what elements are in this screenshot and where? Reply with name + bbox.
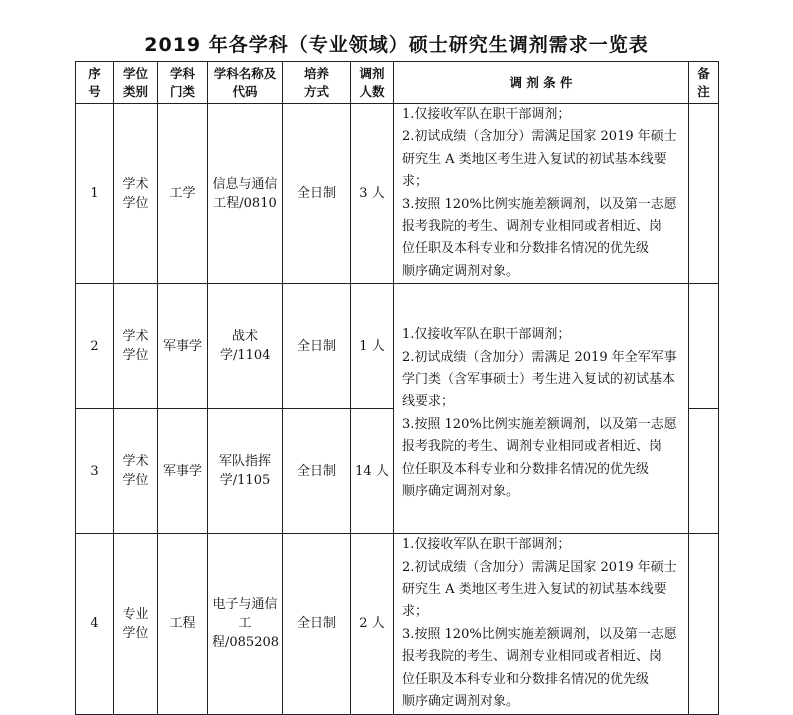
- row-quota: 14 人: [351, 409, 394, 534]
- row-remarks: [689, 409, 719, 534]
- header-subject: 学科名称及代码: [208, 62, 283, 104]
- header-study-mode: 培养方式: [283, 62, 351, 104]
- row-study-mode: 全日制: [283, 534, 351, 714]
- row-study-mode: 全日制: [283, 104, 351, 284]
- header-discipline: 学科门类: [158, 62, 208, 104]
- row-discipline: 军事学: [158, 409, 208, 534]
- header-quota: 调剂人数: [351, 62, 394, 104]
- row-quota: 3 人: [351, 104, 394, 284]
- row-degree-type: 学术学位: [114, 284, 158, 409]
- table-row: [76, 284, 719, 409]
- row-subject: 军队指挥学/1105: [208, 409, 283, 534]
- header-degree-type: 学位类别: [114, 62, 158, 104]
- page-title: 2019 年各学科（专业领域）硕士研究生调剂需求一览表: [144, 34, 649, 56]
- row-study-mode: 全日制: [283, 409, 351, 534]
- row-subject: 电子与通信工程/085208: [208, 534, 283, 714]
- row-degree-type: 学术学位: [114, 104, 158, 284]
- header-seq: 序号: [76, 62, 114, 104]
- row-remarks: [689, 284, 719, 409]
- row-seq: 2: [76, 284, 114, 409]
- row-conditions: 1.仅接收军队在职干部调剂； 2.初试成绩（含加分）需满足国家 2019 年硕士 研究生 A 类地区考生进入复试的初试基本线要 求； 3.按照 120%比例实施差额调剂，以及第一志愿 报考我院的考生、调剂专业相同或者相近、岗 位任职及本科专业和分数排名情况的优先级 顺序确定调剂对象。: [394, 104, 689, 284]
- table-row: [76, 104, 719, 284]
- row-seq: 1: [76, 104, 114, 284]
- row-degree-type: 专业学位: [114, 534, 158, 714]
- merged-conditions: 1.仅接收军队在职干部调剂； 2.初试成绩（含加分）需满足 2019 年全军军事 学门类（含军事硕士）考生进入复试的初试基本 线要求； 3.按照 120%比例实施差额调剂，以及第一志愿 报考我院的考生、调剂专业相同或者相近、岗 位任职及本科专业和分数排名情况的优先级 顺序确定调剂对象。: [394, 284, 689, 534]
- row-subject: 战术学/1104: [208, 284, 283, 409]
- header-remarks: 备注: [689, 62, 719, 104]
- row-discipline: 工学: [158, 104, 208, 284]
- row-degree-type: 学术学位: [114, 409, 158, 534]
- row-discipline: 工程: [158, 534, 208, 714]
- header-conditions: 调 剂 条 件: [394, 62, 689, 104]
- row-discipline: 军事学: [158, 284, 208, 409]
- table-row: [76, 534, 719, 714]
- row-subject: 信息与通信工程/0810: [208, 104, 283, 284]
- row-seq: 3: [76, 409, 114, 534]
- row-study-mode: 全日制: [283, 284, 351, 409]
- row-conditions: 1.仅接收军队在职干部调剂； 2.初试成绩（含加分）需满足国家 2019 年硕士 研究生 A 类地区考生进入复试的初试基本线要 求； 3.按照 120%比例实施差额调剂，以及第一志愿 报考我院的考生、调剂专业相同或者相近、岗 位任职及本科专业和分数排名情况的优先级 顺序确定调剂对象。: [394, 534, 689, 714]
- row-quota: 2 人: [351, 534, 394, 714]
- header-row: [76, 62, 719, 104]
- row-remarks: [689, 104, 719, 284]
- row-seq: 4: [76, 534, 114, 714]
- row-quota: 1 人: [351, 284, 394, 409]
- adjustment-table: [75, 61, 719, 715]
- row-remarks: [689, 534, 719, 714]
